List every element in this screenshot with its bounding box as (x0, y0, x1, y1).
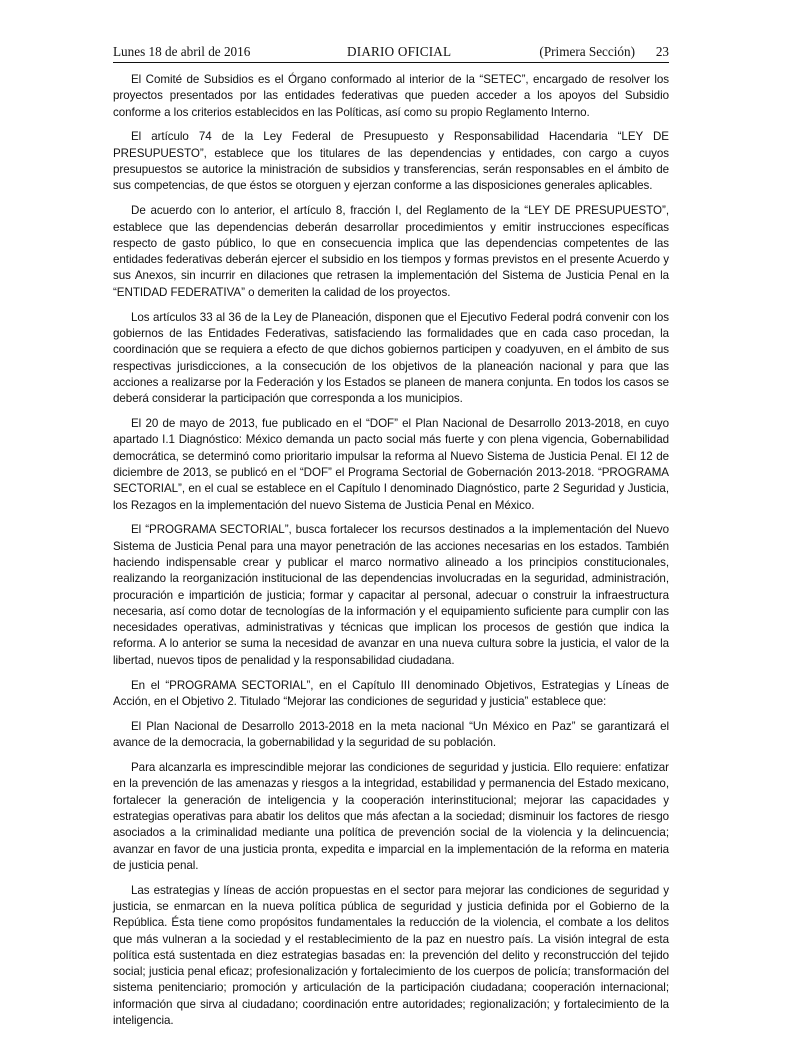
paragraph: El artículo 74 de la Ley Federal de Presupuesto y Responsabilidad Hacendaria “LEY DE PRESUPUESTO”, establece que los titulares de las dependencias y entidades, con cargo a cuyos presupuestos se autorice la ministración de subsidios y transferencias, serán responsables en el ámbito de sus competencias, de que éstos se otorguen y ejerzan conforme a las disposiciones generales aplicables. (113, 130, 669, 193)
paragraph: El 20 de mayo de 2013, fue publicado en el “DOF” el Plan Nacional de Desarrollo 2013-2018, en cuyo apartado I.1 Diagnóstico: México demanda un pacto social más fuerte y con plena vigencia, Gobernabilidad democrática, se determinó como prioritario impulsar la reforma al Nuevo Sistema de Justicia Penal. El 12 de diciembre de 2013, se publicó en el “DOF” el Programa Sectorial de Gobernación 2013-2018. “PROGRAMA SECTORIAL”, en el cual se establece en el Capítulo I denominado Diagnóstico, parte 2 Seguridad y Justicia, los Rezagos en la implementación del nuevo Sistema de Justicia Penal en México. (113, 417, 669, 512)
paragraph: El Comité de Subsidios es el Órgano conformado al interior de la “SETEC”, encargado de resolver los proyectos presentados por las entidades federativas que pueden acceder a los apoyos del Subsidio conforme a los criterios establecidos en las Políticas, así como su propio Reglamento Interno. (113, 73, 669, 119)
paragraph: Los artículos 33 al 36 de la Ley de Planeación, disponen que el Ejecutivo Federal podrá convenir con los gobiernos de las Entidades Federativas, satisfaciendo las formalidades que en cada caso procedan, la coordinación que se requiera a efecto de que dichos gobiernos participen y coadyuven, en el ámbito de sus respectivas jurisdicciones, a la consecución de los objetivos de la planeación nacional y para que las acciones a realizarse por la Federación y los Estados se planeen de manera conjunta. En todos los casos se deberá considerar la participación que corresponda a los municipios. (113, 310, 669, 406)
document-body (113, 72, 669, 1038)
header-page-number: 23 (655, 44, 669, 59)
paragraph: Las estrategias y líneas de acción propuestas en el sector para mejorar las condiciones de seguridad y justicia, se enmarcan en la nueva política pública de seguridad y justicia definida por el Gobierno de la República. Ésta tiene como propósitos fundamentales la reducción de la violencia, el combate a los delitos que más vulneran a la sociedad y el restablecimiento de la paz en nuestro país. La visión integral de esta política está sustentada en diez estrategias basadas en: la prevención del delito y reconstrucción del tejido social; justicia penal eficaz; profesionalización y fortalecimiento de los cuerpos de policía; transformación del sistema penitenciario; promoción y articulación de la participación ciudadana; cooperación internacional; información que sirva al ciudadano; coordinación entre autoridades; regionalización; y fortalecimiento de la inteligencia. (113, 883, 669, 1028)
paragraph: De acuerdo con lo anterior, el artículo 8, fracción I, del Reglamento de la “LEY DE PRESUPUESTO”, establece que las dependencias deberán desarrollar procedimientos y emitir instrucciones específicas respecto de gasto público, lo que en consecuencia implica que las dependencias competentes de las entidades federativas deberán ejercer el subsidio en los tiempos y formas previstos en el presente Acuerdo y sus Anexos, sin incurrir en dilaciones que retrasen la implementación del Sistema de Justicia Penal en la “ENTIDAD FEDERATIVA” o demeriten la calidad de los proyectos. (113, 204, 669, 299)
page-header (113, 44, 669, 62)
paragraph: El “PROGRAMA SECTORIAL”, busca fortalecer los recursos destinados a la implementación del Nuevo Sistema de Justicia Penal para una mayor penetración de las acciones necesarias en los estados. También haciendo indispensable crear y publicar el marco normativo alineado a los principios constitucionales, realizando la reorganización institucional de las dependencias involucradas en la seguridad, administración, procuración e impartición de justicia; formar y capacitar al personal, adecuar o construir la infraestructura necesaria, así como dotar de tecnologías de la información y el equipamiento suficiente para cumplir con las necesidades operativas, administrativas y técnicas que implican los procesos de gestión que indica la reforma. A lo anterior se suma la necesidad de avanzar en una nueva cultura sobre la justicia, el valor de la libertad, nuevos tipos de penalidad y la responsabilidad ciudadana. (113, 523, 669, 667)
paragraph: En el “PROGRAMA SECTORIAL”, en el Capítulo III denominado Objetivos, Estrategias y Líneas de Acción, en el Objetivo 2. Titulado “Mejorar las condiciones de seguridad y justicia” establece que: (113, 678, 669, 708)
header-section: (Primera Sección) (539, 44, 635, 59)
header-date: Lunes 18 de abril de 2016 (113, 44, 251, 59)
header-publication-title: DIARIO OFICIAL (347, 44, 452, 59)
header-divider (113, 62, 669, 63)
paragraph: Para alcanzarla es imprescindible mejorar las condiciones de seguridad y justicia. Ello requiere: enfatizar en la prevención de las amenazas y riesgos a la integridad, estabilidad y permanencia del Estado mexicano, fortalecer la generación de inteligencia y la cooperación interinstitucional; mejorar las capacidades y estrategias operativas para abatir los delitos que más afectan a la sociedad; disminuir los factores de riesgo asociados a la criminalidad mediante una política de prevención social de la violencia y la delincuencia; avanzar en favor de una justicia pronta, expedita e imparcial en la implementación de la reforma en materia de justicia penal. (113, 761, 669, 872)
paragraph: El Plan Nacional de Desarrollo 2013-2018 en la meta nacional “Un México en Paz” se garantizará el avance de la democracia, la gobernabilidad y la seguridad de su población. (113, 719, 669, 750)
